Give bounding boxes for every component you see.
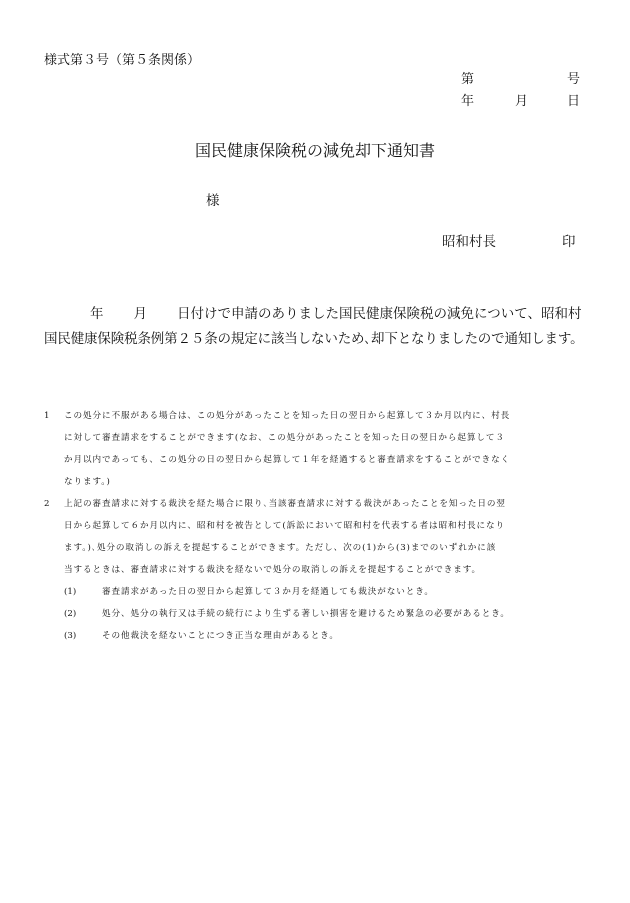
date-year-label: 年 (461, 94, 475, 109)
note-1-line-3: か月以内であっても、この処分の日の翌日から起算して１年を経過すると審査請求をすることができなく (64, 455, 511, 465)
sub-item-text: 処分、処分の執行又は手続の続行により生ずる著しい損害を避けるため緊急の必要があるとき。 (102, 609, 510, 619)
note-1-line-1: この処分に不服がある場合は、この処分があったことを知った日の翌日から起算して３か月以内に、村長 (64, 411, 511, 421)
sub-item (44, 603, 584, 625)
note-1-line-4: なります。) (64, 477, 111, 487)
issuer-name: 昭和村長 (442, 234, 496, 250)
note-1-continuation (44, 427, 584, 449)
sub-item-number: (3) (64, 631, 77, 641)
document-title: 国民健康保険税の減免却下通知書 (194, 141, 435, 160)
note-2-line-1: 上記の審査請求に対する裁決を経た場合に限り､当該審査請求に対する裁決があったことを知った日の翌 (64, 499, 506, 509)
body-month-label: 月 (133, 306, 147, 322)
sub-item (44, 581, 584, 603)
sub-item (44, 625, 584, 647)
date-month-label: 月 (515, 94, 529, 109)
note-2 (44, 493, 584, 515)
notes-section (44, 405, 584, 647)
recipient-honorific: 様 (206, 193, 220, 209)
body-line-1 (90, 302, 581, 322)
note-1 (44, 405, 584, 427)
note-2-continuation (44, 515, 584, 537)
document-number-suffix: 号 (567, 72, 581, 87)
note-1-number: 1 (44, 411, 50, 421)
sub-item-text: 審査請求があった日の翌日から起算して３か月を経過しても裁決がないとき。 (102, 587, 434, 597)
note-1-line-2: に対して審査請求をすることができます(なお、この処分があったことを知った日の翌日から起算して３ (64, 433, 505, 443)
form-number: 様式第３号（第５条関係） (44, 53, 201, 68)
note-2-continuation (44, 559, 584, 581)
note-1-continuation (44, 471, 584, 493)
note-2-line-3: ます。)､処分の取消しの訴えを提起することができます。ただし、次の(1)から(3)までのいずれかに該 (64, 543, 497, 553)
note-2-line-2: 日から起算して６か月以内に、昭和村を被告として(訴訟において昭和村を代表する者は昭和村長になり (64, 521, 505, 531)
sub-item-text: その他裁決を経ないことにつき正当な理由があるとき。 (102, 631, 339, 641)
body-line-1-text: 日付けで申請のありました国民健康保険税の減免について、昭和村 (177, 306, 582, 322)
sub-item-number: (1) (64, 587, 77, 597)
seal-mark: 印 (562, 234, 576, 250)
body-year-label: 年 (90, 306, 104, 322)
note-2-line-4: 当するときは、審査請求に対する裁決を経ないで処分の取消しの訴えを提起することができます。 (64, 565, 482, 575)
body-line-2: 国民健康保険税条例第２５条の規定に該当しないため､却下となりましたので通知します。 (44, 331, 584, 347)
sub-item-number: (2) (64, 609, 77, 619)
note-1-continuation (44, 449, 584, 471)
date-day-label: 日 (567, 94, 581, 109)
document-number-prefix: 第 (461, 72, 475, 87)
note-2-continuation (44, 537, 584, 559)
note-2-number: 2 (44, 499, 50, 509)
